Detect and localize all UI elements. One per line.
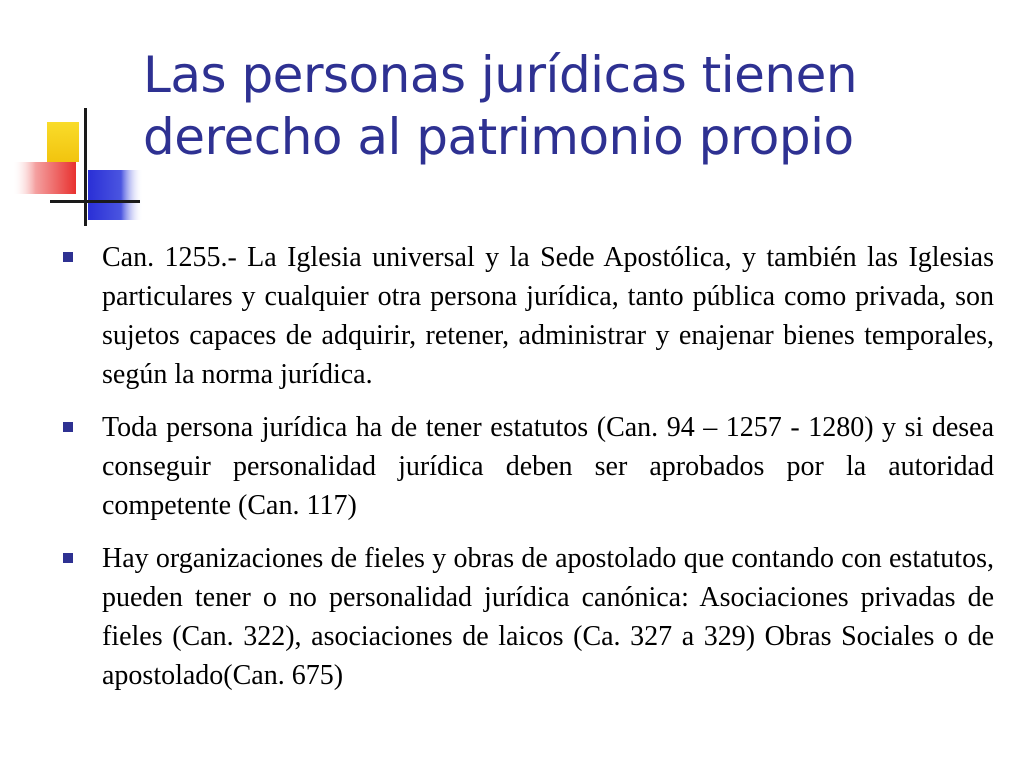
- bullet-text: Can. 1255.- La Iglesia universal y la Sede Apostólica, y también las Iglesias particulares y cualquier otra persona jurídica, tanto pública como privada, son sujetos capaces de adquirir, retener, administrar y enajenar bienes temporales, según la norma jurídica.: [102, 242, 994, 390]
- square-bullet-icon: [63, 252, 73, 262]
- list-item: [60, 539, 994, 695]
- list-item: [60, 238, 994, 394]
- bullet-text: Toda persona jurídica ha de tener estatutos (Can. 94 – 1257 - 1280) y si desea conseguir personalidad jurídica deben ser aprobados por la autoridad competente (Can. 117): [102, 412, 994, 521]
- bullet-list: [60, 238, 994, 709]
- slide-title: Las personas jurídicas tienen derecho al patrimonio propio: [143, 46, 858, 166]
- bullet-text: Hay organizaciones de fieles y obras de apostolado que contando con estatutos, pueden tener o no personalidad jurídica canónica: Asociaciones privadas de fieles (Can. 322), asociaciones de laicos (Ca. 327 a 329) Obras Sociales o de apostolado(Can. 675): [102, 543, 994, 691]
- square-bullet-icon: [63, 422, 73, 432]
- list-item: [60, 408, 994, 525]
- square-bullet-icon: [63, 553, 73, 563]
- color-squares-logo-icon: [0, 100, 150, 230]
